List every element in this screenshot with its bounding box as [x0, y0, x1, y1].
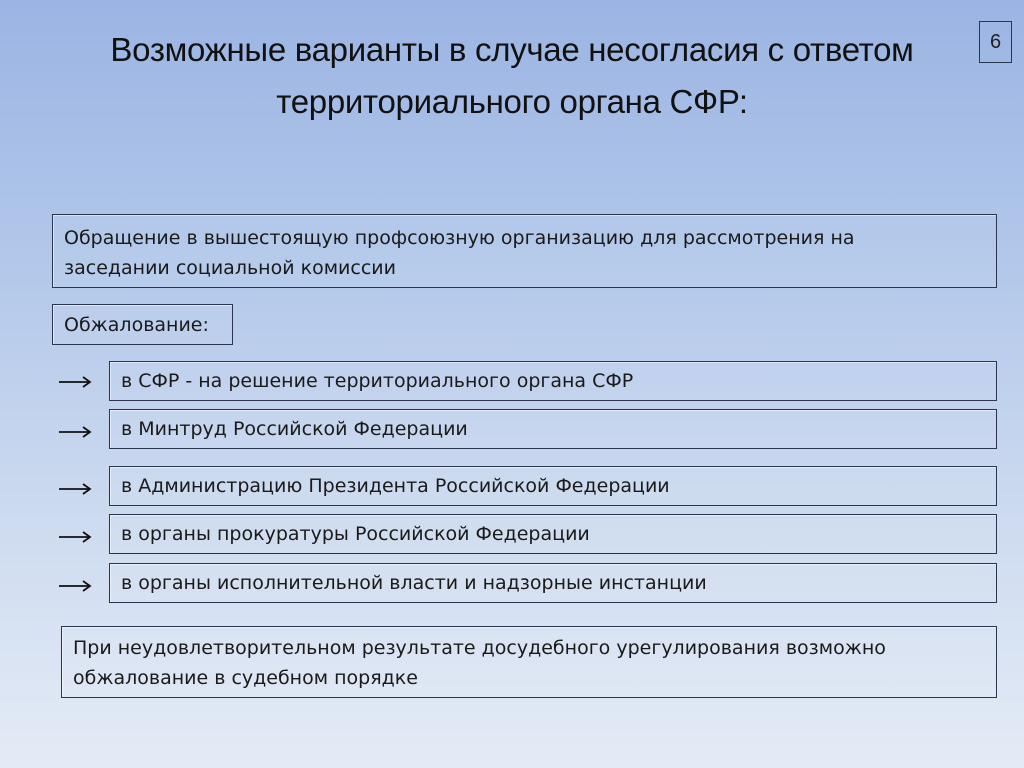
- arrow-right-icon: [58, 580, 92, 592]
- arrow-right-icon: [58, 376, 92, 388]
- appeal-item-label: в органы прокуратуры Российской Федерации: [121, 523, 590, 545]
- box-union-appeal-line-1: Обращение в вышестоящую профсоюзную организацию для рассмотрения на: [64, 227, 855, 249]
- box-court-appeal: [61, 626, 997, 698]
- box-court-appeal-line-1: При неудовлетворительном результате досудебного урегулирования возможно: [73, 637, 886, 659]
- appeal-item-mintrud: [109, 409, 997, 449]
- appeal-item-label: в Администрацию Президента Российской Федерации: [121, 475, 670, 497]
- appeal-item-label: в Минтруд Российской Федерации: [121, 418, 468, 440]
- slide-number: 6: [979, 21, 1012, 63]
- arrow-right-icon: [58, 483, 92, 495]
- appeal-label: Обжалование:: [64, 314, 209, 336]
- appeal-item-prosecutor: [109, 514, 997, 554]
- appeal-item-label: в СФР - на решение территориального органа СФР: [121, 370, 634, 392]
- box-union-appeal: [52, 214, 997, 288]
- slide-title-line-1: Возможные варианты в случае несогласия с ответом: [110, 31, 914, 68]
- slide-title-line-2: территориального органа СФР:: [276, 83, 748, 120]
- appeal-label-box: [52, 304, 233, 345]
- arrow-right-icon: [58, 426, 92, 438]
- arrow-right-icon: [58, 531, 92, 543]
- box-union-appeal-line-2: заседании социальной комиссии: [64, 257, 396, 279]
- appeal-item-executive: [109, 563, 997, 603]
- slide-title: [40, 24, 984, 128]
- appeal-item-sfr: [109, 361, 997, 401]
- appeal-item-label: в органы исполнительной власти и надзорные инстанции: [121, 572, 707, 594]
- box-court-appeal-line-2: обжалование в судебном порядке: [73, 667, 418, 689]
- appeal-item-president-admin: [109, 466, 997, 506]
